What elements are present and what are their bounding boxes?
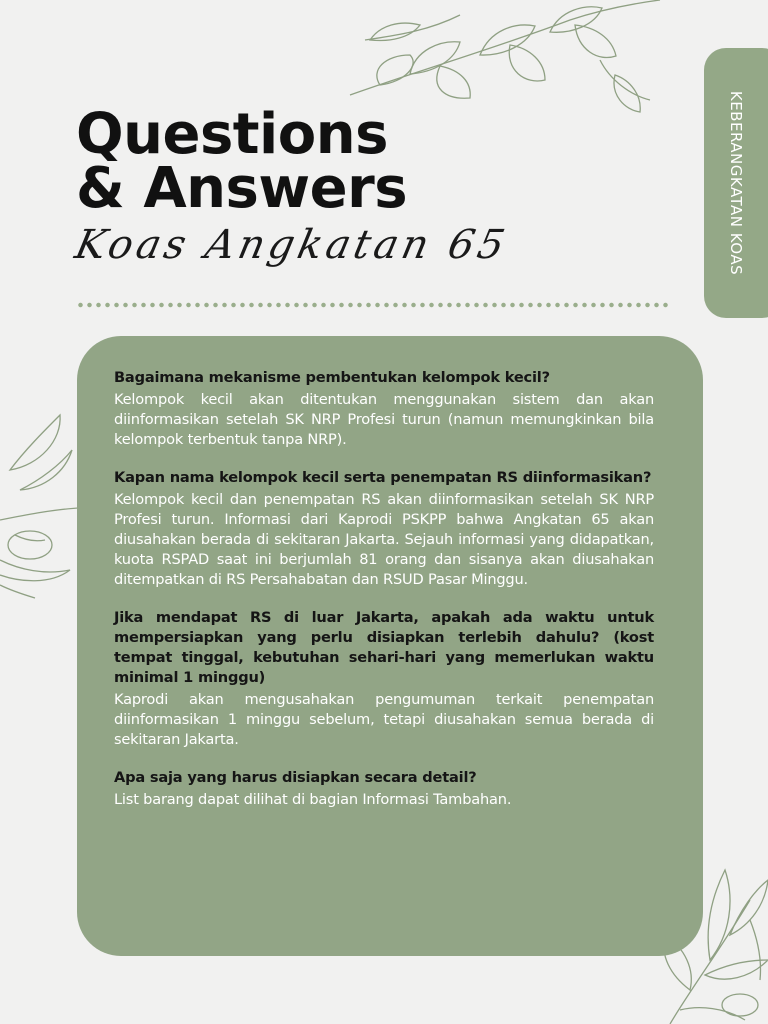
answer-text: Kelompok kecil akan ditentukan menggunakan sistem dan akan diinformasikan setelah SK NRP Profesi turun (namun memungkinkan bila kelompok terbentuk tanpa NRP).	[114, 391, 654, 448]
title-line-answers: & Answers	[76, 156, 408, 221]
side-tab-label: KEBERANGKATAN KOAS	[727, 90, 745, 276]
qa-item	[114, 608, 654, 750]
dotted-divider	[76, 302, 672, 308]
answer-text: Kelompok kecil dan penempatan RS akan diinformasikan setelah SK NRP Profesi turun. Informasi dari Kaprodi PSKPP bahwa Angkatan 65 akan diusahakan berada di sekitaran Jakarta. Sejauh informasi yang didapatkan, kuota RSPAD saat ini berjumlah 81 orang dan sisanya akan diusahakan ditempatkan di RS Persahabatan dan RSUD Pasar Minggu.	[114, 491, 654, 588]
title-line-questions: Questions	[76, 102, 388, 167]
question-text: Jika mendapat RS di luar Jakarta, apakah ada waktu untuk mempersiapkan yang perlu disiapkan terlebih dahulu? (kost tempat tinggal, kebutuhan sehari-hari yang memerlukan waktu minimal 1 minggu)	[114, 609, 654, 686]
page-title	[76, 102, 596, 221]
olive-branch-top-illustration	[340, 0, 670, 120]
olive-branch-left-illustration	[0, 410, 80, 600]
question-text: Bagaimana mekanisme pembentukan kelompok kecil?	[114, 369, 550, 386]
qa-list	[114, 368, 654, 828]
question-text: Kapan nama kelompok kecil serta penempatan RS diinformasikan?	[114, 469, 652, 486]
question-text: Apa saja yang harus disiapkan secara detail?	[114, 769, 477, 786]
answer-text: Kaprodi akan mengusahakan pengumuman terkait penempatan diinformasikan 1 minggu sebelum, tetapi diusahakan semua berada di sekitaran Jakarta.	[114, 691, 654, 748]
qa-item	[114, 468, 654, 590]
answer-text: List barang dapat dilihat di bagian Informasi Tambahan.	[114, 791, 512, 808]
page-subtitle: Koas Angkatan 65	[71, 222, 513, 268]
qa-item	[114, 368, 654, 450]
qa-item	[114, 768, 654, 810]
